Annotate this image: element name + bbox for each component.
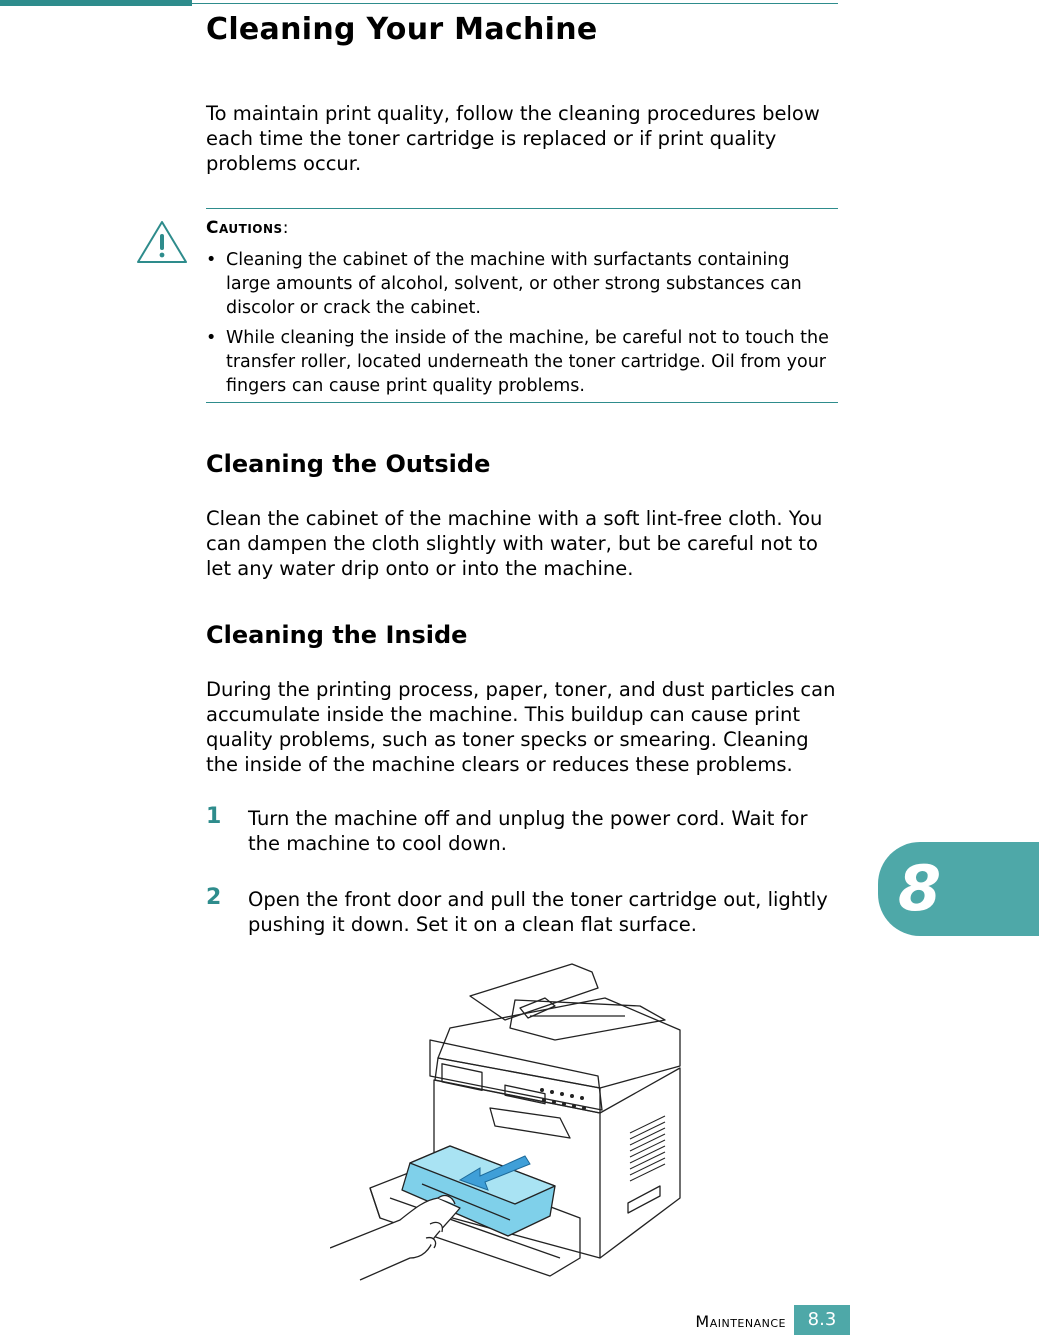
header-rule-thin xyxy=(192,3,838,4)
section-heading-outside: Cleaning the Outside xyxy=(206,450,491,478)
header-rule-thick xyxy=(0,0,192,6)
caution-icon xyxy=(136,220,188,264)
step-number: 1 xyxy=(206,804,222,829)
step-text: Turn the machine off and unplug the power cord. Wait for the machine to cool down. xyxy=(248,807,808,855)
chapter-tab: 8 xyxy=(878,842,1039,936)
caution-bottom-rule xyxy=(206,402,838,403)
step-item xyxy=(206,806,836,856)
caution-top-rule xyxy=(206,208,838,209)
toner-removal-illustration xyxy=(330,958,690,1288)
intro-paragraph: To maintain print quality, follow the cleaning procedures below each time the toner cartridge is replaced or if print quality problems occur. xyxy=(206,102,820,175)
page-title: Cleaning Your Machine xyxy=(206,12,598,47)
section-heading-inside: Cleaning the Inside xyxy=(206,621,468,649)
caution-item: • Cleaning the cabinet of the machine with surfactants containing large amounts of alcohol, solvent, or other strong substances can discolor or crack the cabinet. xyxy=(206,248,836,320)
page-number: 8.3 xyxy=(794,1305,850,1335)
step-number: 2 xyxy=(206,885,222,910)
caution-item: • While cleaning the inside of the machine, be careful not to touch the transfer roller, located underneath the toner cartridge. Oil from your fingers can cause print quality problems. xyxy=(206,326,836,398)
caution-heading: Cautions: xyxy=(206,218,289,238)
inside-paragraph: During the printing process, paper, toner, and dust particles can accumulate inside the machine. This buildup can cause print quality problems, such as toner specks or smearing. Cleaning the inside of the machine clears or reduces these problems. xyxy=(206,678,836,776)
outside-paragraph: Clean the cabinet of the machine with a soft lint-free cloth. You can dampen the cloth slightly with water, but be careful not to let any water drip onto or into the machine. xyxy=(206,507,823,580)
caution-list xyxy=(206,248,836,404)
step-text: Open the front door and pull the toner cartridge out, lightly pushing it down. Set it on a clean flat surface. xyxy=(248,888,828,936)
step-item xyxy=(206,887,836,937)
footer-section-label: Maintenance xyxy=(695,1312,786,1331)
